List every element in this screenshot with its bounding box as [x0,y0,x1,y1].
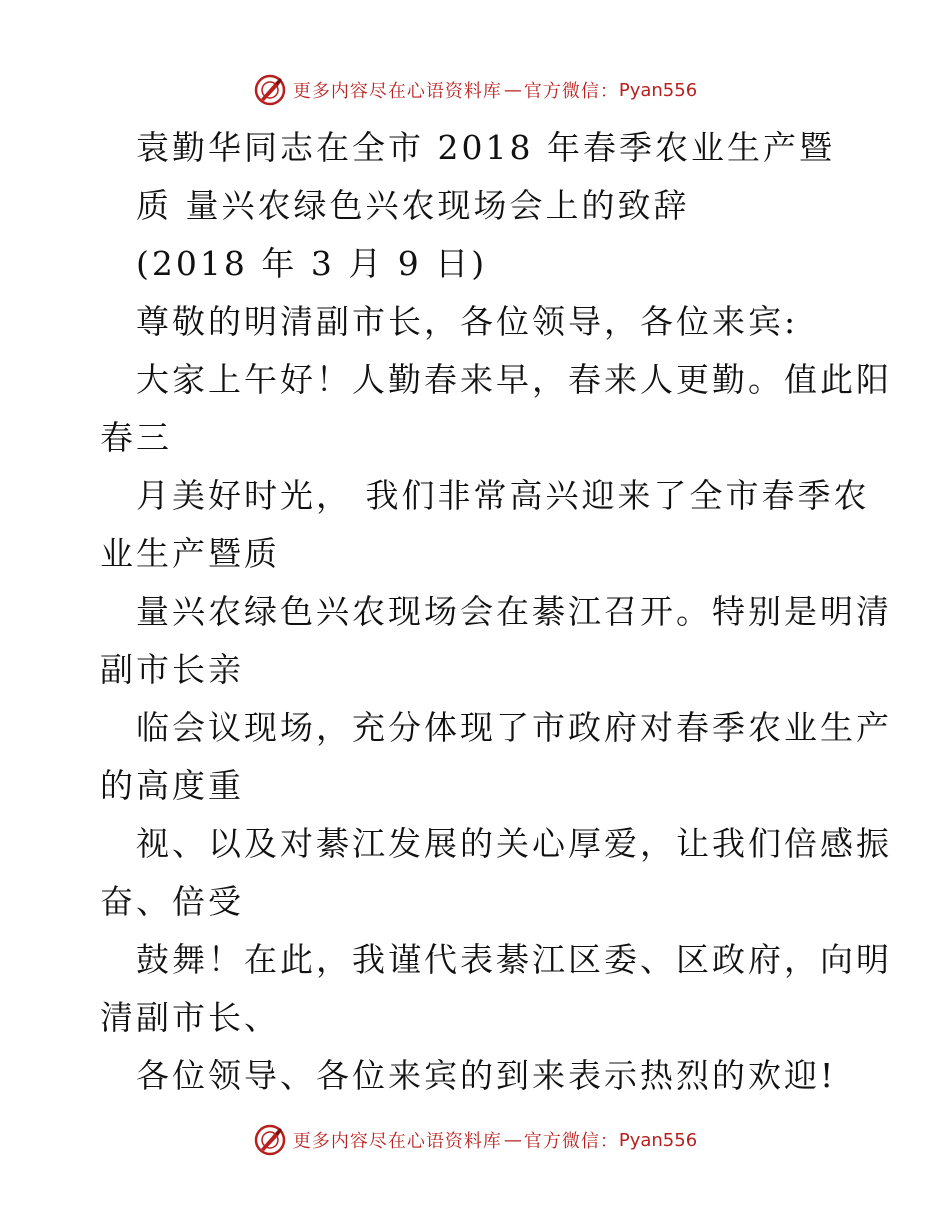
body-line: 副市长亲 [100,650,244,689]
body-line: 月美好时光， 我们非常高兴迎来了全市春季农 [136,476,870,515]
body-line: 大家上午好！人勤春来早，春来人更勤。值此阳 [136,360,892,399]
watermark-text: 更多内容尽在心语资料库 [292,81,502,102]
body-line: 春三 [100,418,172,457]
body-line: 业生产暨质 [100,534,280,573]
body-line: 奋、倍受 [100,882,244,921]
pen-logo-icon [253,1123,287,1157]
watermark-text: 更多内容尽在心语资料库 [292,1131,502,1152]
body-line: 鼓舞！在此，我谨代表綦江区委、区政府，向明 [136,940,892,979]
watermark-separator: — [503,1129,522,1151]
document-date: (2018 年 3 月 9 日) [136,244,488,283]
salutation: 尊敬的明清副市长，各位领导，各位来宾: [136,302,799,341]
title-line-2: 质 量兴农绿色兴农现场会上的致辞 [136,186,690,225]
watermark-banner-top [0,70,950,110]
body-line: 各位领导、各位来宾的到来表示热烈的欢迎! [136,1056,837,1095]
body-line: 量兴农绿色兴农现场会在綦江召开。特别是明清 [136,592,892,631]
body-line: 的高度重 [100,766,244,805]
watermark-wechat-label: 官方微信： [523,81,619,102]
watermark-wechat-id: Pyan556 [618,79,698,101]
body-line: 清副市长、 [100,998,280,1037]
watermark-wechat-label: 官方微信： [523,1131,619,1152]
pen-logo-icon [253,73,287,107]
watermark-separator: — [503,79,522,101]
watermark-banner-bottom [0,1120,950,1160]
watermark-wechat-id: Pyan556 [618,1129,698,1151]
title-line-1: 袁勤华同志在全市 2018 年春季农业生产暨 [136,128,835,167]
body-line: 临会议现场，充分体现了市政府对春季农业生产 [136,708,892,747]
body-line: 视、以及对綦江发展的关心厚爱，让我们倍感振 [136,824,892,863]
